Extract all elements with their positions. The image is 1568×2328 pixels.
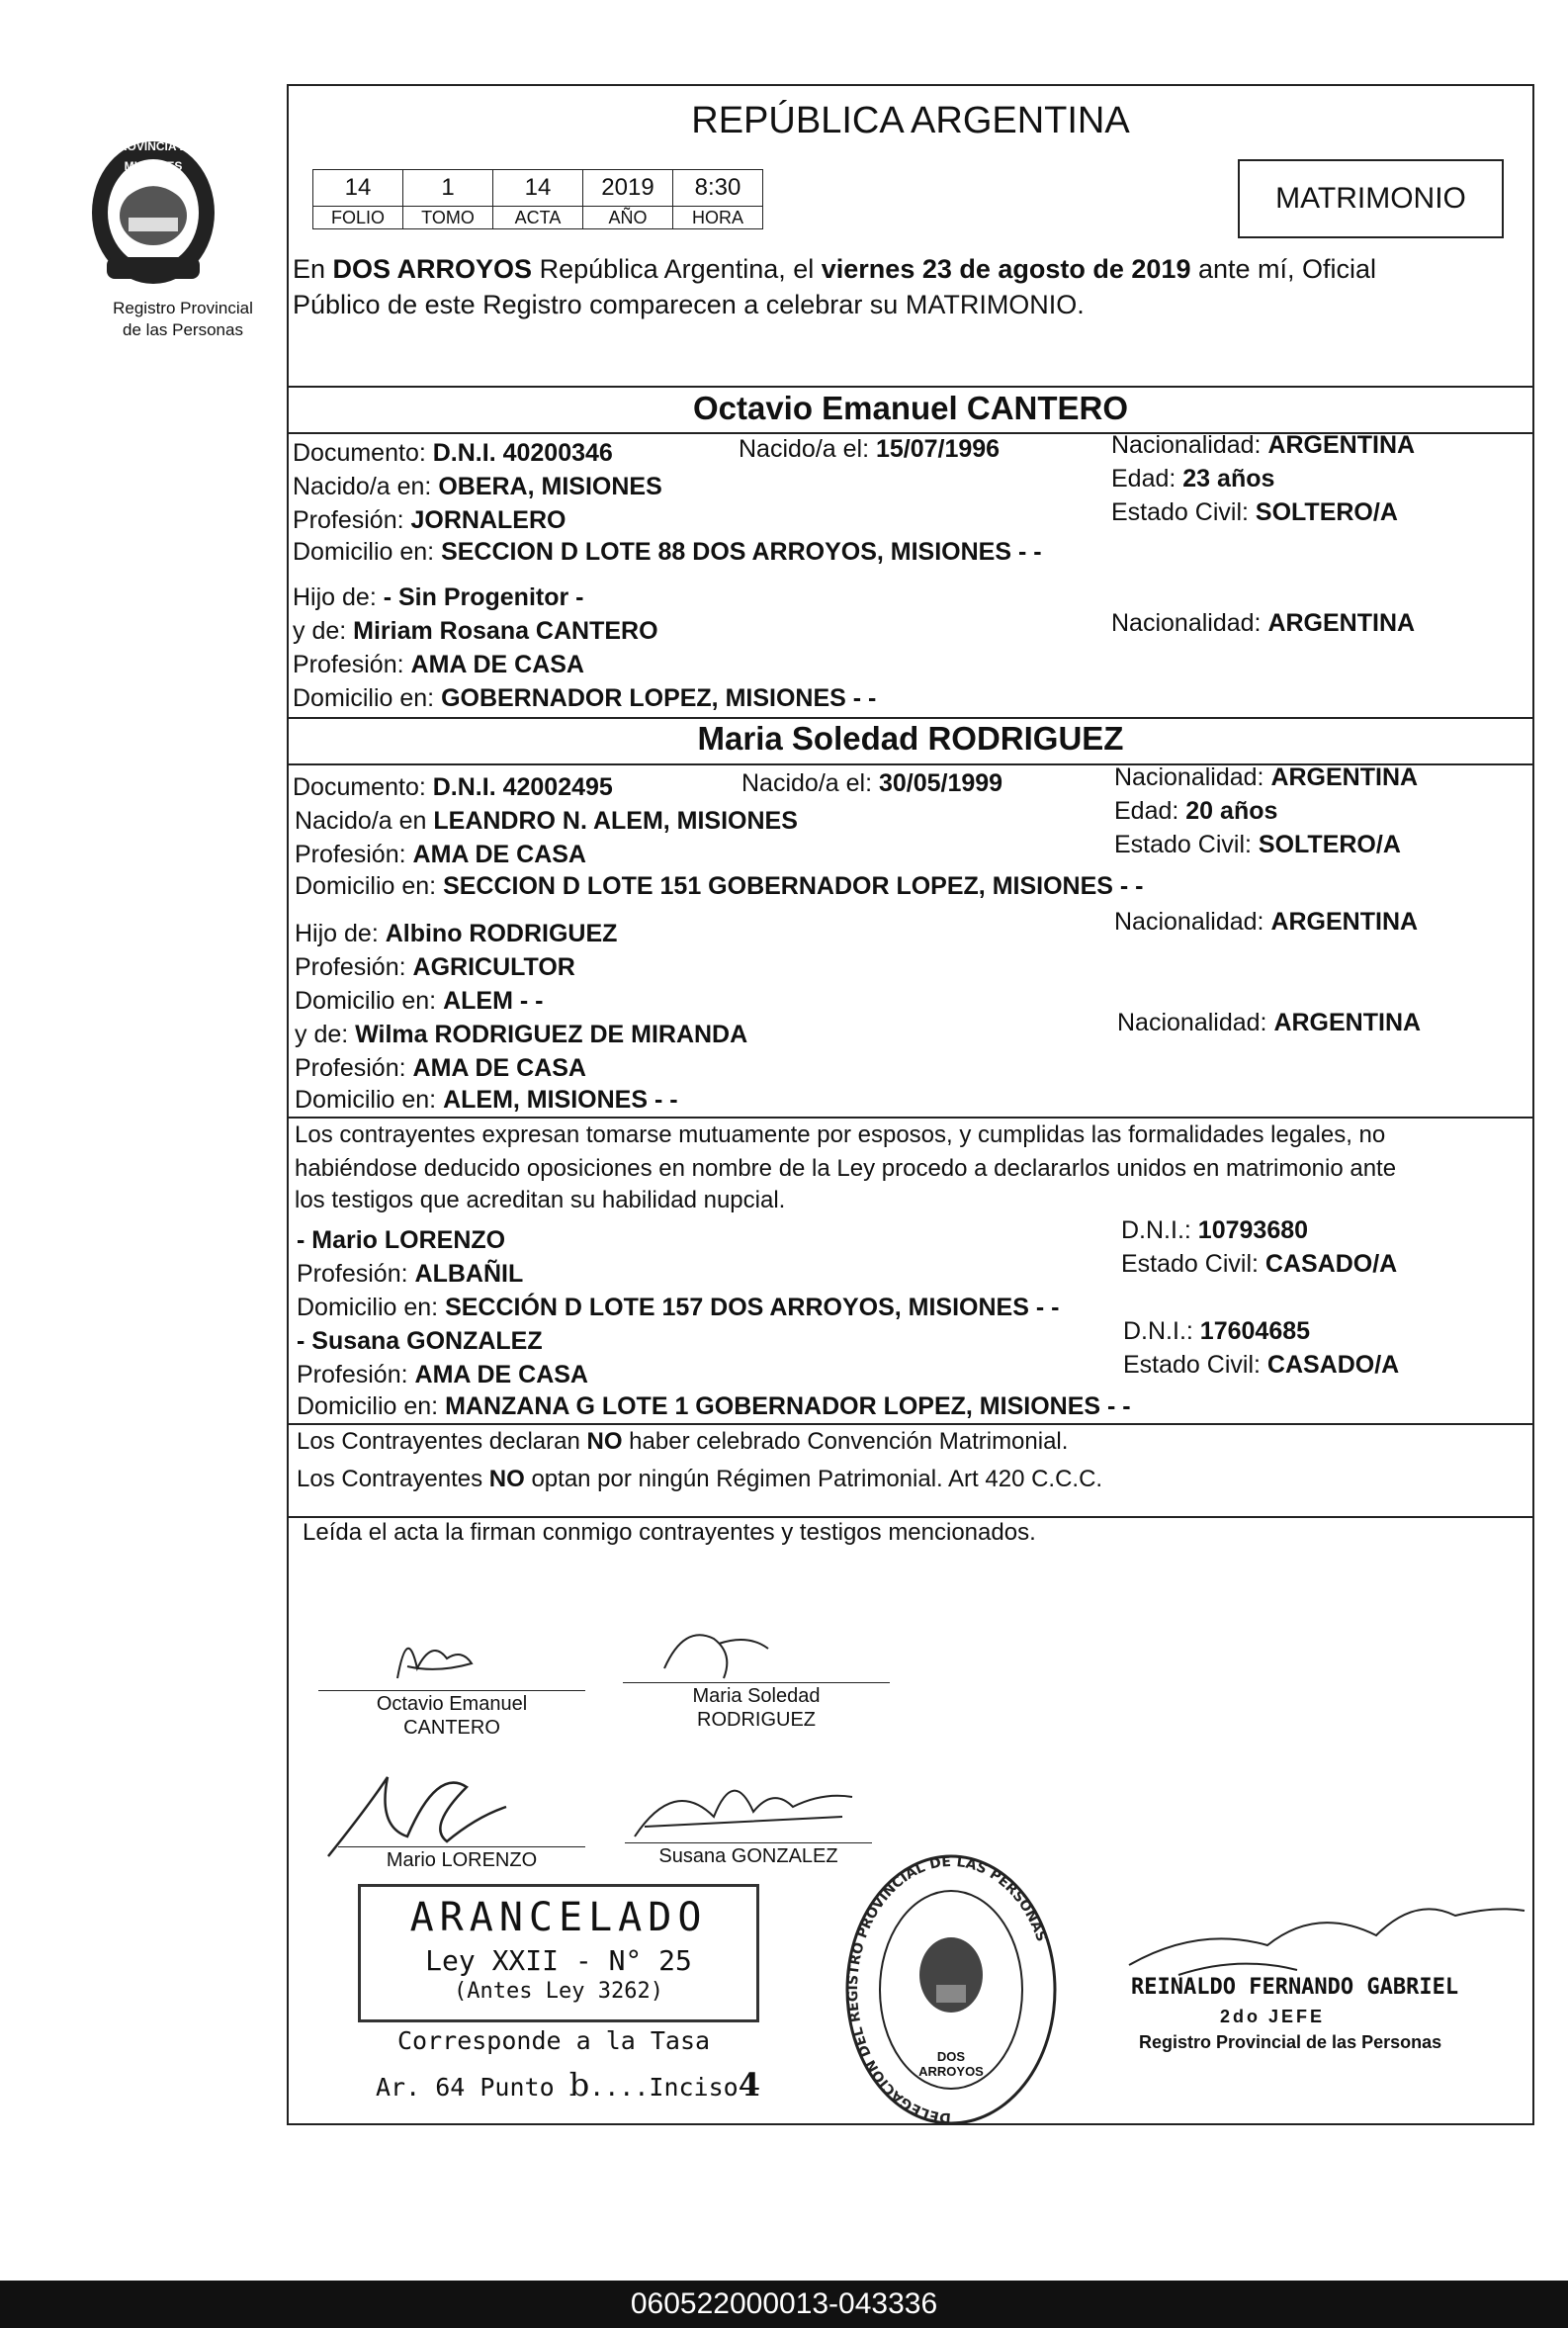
declaration-line3: los testigos que acreditan su habilidad nupcial.	[295, 1187, 786, 1213]
spouse2-mother-address: Domicilio en: ALEM, MISIONES - -	[295, 1086, 678, 1114]
spouse2-address: Domicilio en: SECCION D LOTE 151 GOBERNADOR LOPEZ, MISIONES - -	[295, 872, 1144, 900]
signature-label-gonzalez: Susana GONZALEZ	[658, 1845, 838, 1867]
spouse2-father: Hijo de: Albino RODRIGUEZ	[295, 920, 618, 947]
officer-office: Registro Provincial de las Personas	[1139, 2032, 1442, 2052]
spouse2-civil-status: Estado Civil: SOLTERO/A	[1114, 831, 1401, 858]
spouse1-born-on: Nacido/a el: 15/07/1996	[739, 435, 1001, 463]
officer-role: 2do JEFE	[1220, 2007, 1326, 2026]
spouse2-born-on: Nacido/a el: 30/05/1999	[741, 769, 1003, 797]
spouse2-mother-profession: Profesión: AMA DE CASA	[295, 1054, 586, 1082]
spouse2-nationality: Nacionalidad: ARGENTINA	[1114, 763, 1419, 791]
year-label: AÑO	[583, 207, 673, 229]
witness2-dni: D.N.I.: 17604685	[1123, 1317, 1311, 1345]
witness1-address: Domicilio en: SECCIÓN D LOTE 157 DOS ARROYOS, MISIONES - -	[297, 1294, 1060, 1321]
folio-label: FOLIO	[313, 207, 403, 229]
spouse2-mother: y de: Wilma RODRIGUEZ DE MIRANDA	[295, 1021, 748, 1048]
registry-name-line1: Registro Provincial	[113, 299, 253, 317]
spouse1-document: Documento: D.N.I. 40200346	[293, 439, 613, 467]
spouse2-mother-nationality: Nacionalidad: ARGENTINA	[1117, 1009, 1422, 1036]
fee-stamp	[358, 1884, 759, 2022]
spouse1-father: Hijo de: - Sin Progenitor -	[293, 583, 584, 611]
intro-line1: En DOS ARROYOS República Argentina, el viernes 23 de agosto de 2019 ante mí, Oficial	[293, 254, 1377, 284]
spouse1-age: Edad: 23 años	[1111, 465, 1275, 492]
convention-line2: Los Contrayentes NO optan por ningún Régimen Patrimonial. Art 420 C.C.C.	[297, 1466, 1103, 1492]
hour-label: HORA	[673, 207, 763, 229]
delegation-round-seal	[842, 1846, 1060, 2133]
signature-label-cantero: Octavio Emanuel CANTERO	[376, 1693, 528, 1739]
spouse2-name: Maria Soledad RODRIGUEZ	[697, 720, 1124, 757]
signature-label-rodriguez: Maria Soledad RODRIGUEZ	[692, 1685, 821, 1731]
registry-emblem	[59, 129, 253, 346]
witness1-profession: Profesión: ALBAÑIL	[297, 1260, 524, 1288]
spouse1-civil-status: Estado Civil: SOLTERO/A	[1111, 498, 1398, 526]
seal-ring-text: DELEGACION DEL REGISTRO PROVINCIAL DE LAS PERSONAS	[844, 1853, 1050, 2126]
signature-cantero-icon	[378, 1619, 486, 1688]
witness2-profession: Profesión: AMA DE CASA	[297, 1361, 588, 1388]
spouse1-mother-nationality: Nacionalidad: ARGENTINA	[1111, 609, 1416, 637]
registry-name-line2: de las Personas	[123, 320, 243, 339]
spouse2-document: Documento: D.N.I. 42002495	[293, 773, 613, 801]
spouse2-age: Edad: 20 años	[1114, 797, 1278, 825]
intro-line2: Público de este Registro comparecen a celebrar su MATRIMONIO.	[293, 290, 1085, 319]
fee-stamp-tasa: Corresponde a la Tasa	[397, 2026, 711, 2055]
officer-name: REINALDO FERNANDO GABRIEL	[1131, 1975, 1459, 2000]
delegation-seal-icon	[842, 1846, 1060, 2133]
hour-value: 8:30	[673, 170, 763, 207]
footer-bar	[0, 2281, 1568, 2328]
fee-stamp-title: ARANCELADO	[409, 1895, 708, 1940]
spouse1-mother-profession: Profesión: AMA DE CASA	[293, 651, 584, 678]
spouse1-nationality: Nacionalidad: ARGENTINA	[1111, 431, 1416, 459]
folio-value: 14	[313, 170, 403, 207]
spouse1-name: Octavio Emanuel CANTERO	[692, 390, 1129, 426]
declaration-line1: Los contrayentes expresan tomarse mutuamente por esposos, y cumplidas las formalidades legales, no	[295, 1121, 1386, 1148]
acta-value: 14	[493, 170, 583, 207]
certificate-frame	[287, 84, 1534, 2125]
seal-place: DOS ARROYOS	[918, 2049, 984, 2079]
witness2-address: Domicilio en: MANZANA G LOTE 1 GOBERNADOR LOPEZ, MISIONES - -	[297, 1392, 1131, 1420]
spouse2-father-address: Domicilio en: ALEM - -	[295, 987, 544, 1015]
witness1-dni: D.N.I.: 10793680	[1121, 1216, 1309, 1244]
witness2-name: - Susana GONZALEZ	[297, 1327, 543, 1355]
seal-text: PROVINCIA DE MISIONES	[110, 139, 197, 173]
fee-stamp-former-law: (Antes Ley 3262)	[454, 1979, 663, 2004]
document-code: 060522000013-043336	[630, 2287, 938, 2320]
spouse1-mother-address: Domicilio en: GOBERNADOR LOPEZ, MISIONES - -	[293, 684, 877, 712]
spouse1-born-in: Nacido/a en: OBERA, MISIONES	[293, 473, 662, 500]
fee-stamp-article: Ar. 64 Punto b....Inciso4	[376, 2066, 760, 2104]
year-value: 2019	[583, 170, 673, 207]
signature-rodriguez-icon	[654, 1614, 783, 1688]
tomo-value: 1	[403, 170, 493, 207]
closing-text: Leída el acta la firman conmigo contrayentes y testigos mencionados.	[303, 1519, 1036, 1546]
country-title: REPÚBLICA ARGENTINA	[691, 100, 1130, 141]
convention-line1: Los Contrayentes declaran NO haber celebrado Convención Matrimonial.	[297, 1428, 1069, 1455]
spouse2-profession: Profesión: AMA DE CASA	[295, 841, 586, 868]
signature-label-lorenzo: Mario LORENZO	[386, 1849, 538, 1871]
signature-gonzalez-icon	[625, 1757, 862, 1856]
tomo-label: TOMO	[403, 207, 493, 229]
acta-label: ACTA	[493, 207, 583, 229]
spouse2-born-in: Nacido/a en LEANDRO N. ALEM, MISIONES	[295, 807, 798, 835]
spouse2-father-profession: Profesión: AGRICULTOR	[295, 953, 575, 981]
witness1-civil-status: Estado Civil: CASADO/A	[1121, 1250, 1398, 1278]
witness2-civil-status: Estado Civil: CASADO/A	[1123, 1351, 1400, 1379]
spouse1-address: Domicilio en: SECCION D LOTE 88 DOS ARROYOS, MISIONES - -	[293, 538, 1042, 566]
declaration-line2: habiéndose deducido oposiciones en nombre de la Ley procedo a declararlos unidos en matrimonio ante	[295, 1155, 1397, 1182]
spouse1-mother: y de: Miriam Rosana CANTERO	[293, 617, 658, 645]
record-type-box: MATRIMONIO	[1238, 159, 1504, 238]
spouse2-father-nationality: Nacionalidad: ARGENTINA	[1114, 908, 1419, 936]
witness1-name: - Mario LORENZO	[297, 1226, 506, 1254]
spouse1-profession: Profesión: JORNALERO	[293, 506, 566, 534]
register-table	[312, 169, 763, 229]
fee-stamp-law: Ley XXII - N° 25	[425, 1944, 692, 1977]
